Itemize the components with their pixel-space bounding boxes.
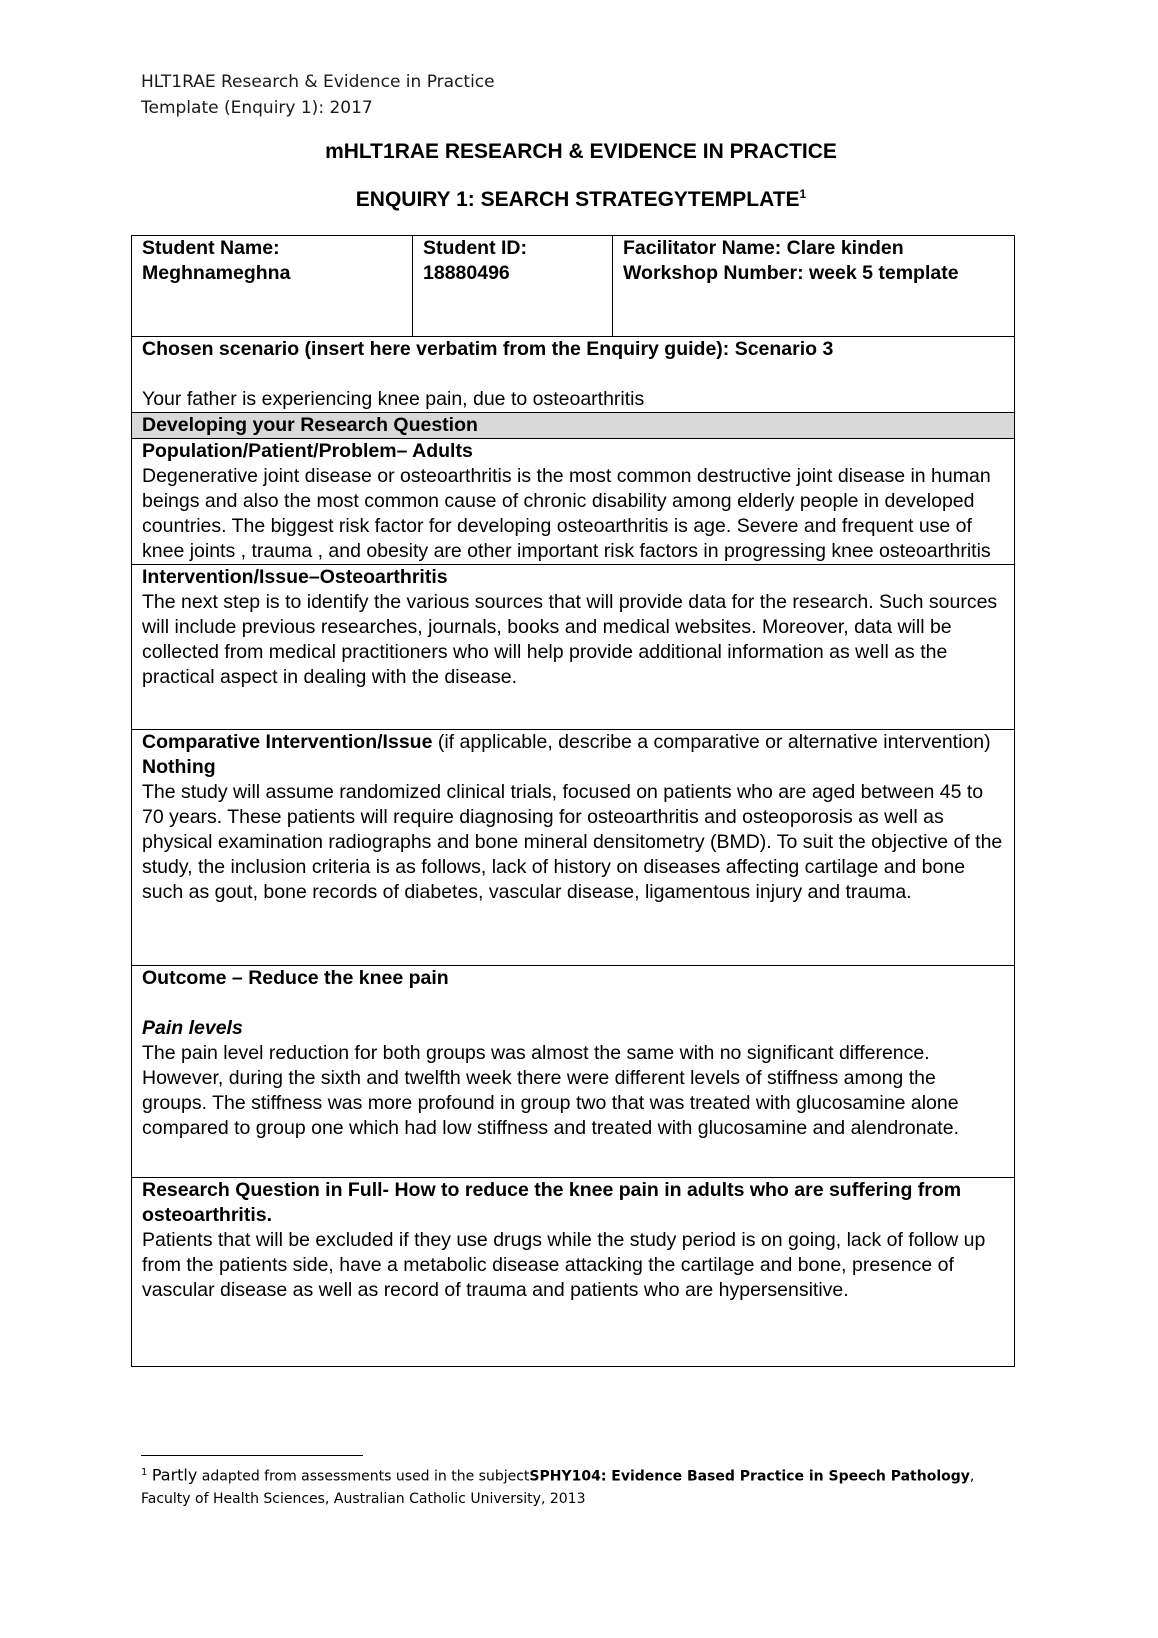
footnote-divider bbox=[141, 1455, 363, 1456]
footnote-subject: SPHY104: Evidence Based Practice in Speech Pathology bbox=[529, 1468, 970, 1485]
comparative-cell bbox=[132, 730, 1015, 966]
student-name-label: Student Name: bbox=[142, 237, 280, 259]
research-question-text: Patients that will be excluded if they use drugs while the study period is on going, lack of follow up from the patients side, have a metabolic disease attacking the cartilage and bone, presence of vascular disease as well as record of trauma and patients who are hypersensitive. bbox=[142, 1229, 986, 1301]
student-id-label: Student ID: bbox=[423, 237, 527, 259]
population-row bbox=[132, 439, 1015, 565]
outcome-text: The pain level reduction for both groups was almost the same with no significant difference. However, during the sixth and twelfth week there were different levels of stiffness among the groups. The stiffness was more profound in group two that was treated with glucosamine alone compared to group one which had low stiffness and treated with glucosamine and alendronate. bbox=[142, 1042, 959, 1139]
scenario-row bbox=[132, 337, 1015, 413]
student-details-row bbox=[132, 236, 1015, 337]
footnote-mark: 1 bbox=[141, 1467, 148, 1478]
comparative-heading bbox=[142, 730, 1004, 755]
intervention-label: Intervention/Issue–Osteoarthritis bbox=[142, 566, 448, 588]
footnote-part1: adapted from assessments used in the subject bbox=[197, 1468, 530, 1485]
outcome-label: Outcome – Reduce the knee pain bbox=[142, 967, 449, 989]
comparative-note: (if applicable, describe a comparative or alternative intervention) bbox=[432, 731, 991, 753]
intervention-text: The next step is to identify the various sources that will provide data for the research. Such sources will include previous researches, journals, books and medical websites. Moreover, data will be collected from medical practitioners who will help provide additional information as well as the practical aspect in dealing with the disease. bbox=[142, 591, 998, 688]
outcome-cell bbox=[132, 966, 1015, 1178]
research-question-row bbox=[132, 1178, 1015, 1367]
population-text: Degenerative joint disease or osteoarthritis is the most common destructive joint disease in human beings and also the most common cause of chronic disability among elderly people in developed countries. The biggest risk factor for developing osteoarthritis is age. Severe and frequent use of knee joints , trauma , and obesity are other important risk factors in progressing knee osteoarthritis bbox=[142, 465, 991, 562]
comparative-row bbox=[132, 730, 1015, 966]
header-course: HLT1RAE Research & Evidence in Practice bbox=[141, 72, 495, 92]
scenario-cell bbox=[132, 337, 1015, 413]
scenario-label: Chosen scenario (insert here verbatim from the Enquiry guide): Scenario 3 bbox=[142, 338, 834, 360]
document-header bbox=[141, 69, 495, 121]
population-label: Population/Patient/Problem– Adults bbox=[142, 440, 473, 462]
comparative-label: Comparative Intervention/Issue bbox=[142, 731, 433, 753]
search-strategy-table bbox=[131, 235, 1015, 1367]
student-name-cell bbox=[132, 236, 413, 337]
student-id-cell bbox=[413, 236, 613, 337]
subtitle-text: ENQUIRY 1: SEARCH STRATEGYTEMPLATE bbox=[355, 188, 800, 211]
research-question-label: Research Question in Full- How to reduce the knee pain in adults who are suffering from osteoarthritis. bbox=[142, 1179, 962, 1226]
student-id-value: 18880496 bbox=[423, 262, 510, 284]
intervention-cell bbox=[132, 565, 1015, 730]
section-heading-row bbox=[132, 413, 1015, 439]
facilitator-cell bbox=[613, 236, 1015, 337]
page-subtitle bbox=[131, 187, 1031, 212]
header-template: Template (Enquiry 1): 2017 bbox=[141, 98, 373, 118]
scenario-text: Your father is experiencing knee pain, due to osteoarthritis bbox=[142, 388, 645, 410]
footnote-lead: Partly bbox=[151, 1465, 198, 1485]
research-question-cell bbox=[132, 1178, 1015, 1367]
outcome-sublabel: Pain levels bbox=[142, 1017, 243, 1039]
population-cell bbox=[132, 439, 1015, 565]
student-name-value: Meghnameghna bbox=[142, 262, 291, 284]
footnote-part2: , Faculty of Health Sciences, Australian Catholic University, 2013 bbox=[141, 1468, 975, 1507]
footnote bbox=[141, 1462, 1021, 1510]
comparative-text: The study will assume randomized clinical trials, focused on patients who are aged between 45 to 70 years. These patients will require diagnosing for osteoarthritis and osteoporosis as well as physical examination radiographs and bone mineral densitometry (BMD). To suit the objective of the study, the inclusion criteria is as follows, lack of history on diseases affecting cartilage and bone such as gout, bone records of diabetes, vascular disease, ligamentous injury and trauma. bbox=[142, 781, 1003, 903]
workshop-number: Workshop Number: week 5 template bbox=[623, 262, 959, 284]
footnote-ref: 1 bbox=[799, 187, 807, 201]
intervention-row bbox=[132, 565, 1015, 730]
page-title: mHLT1RAE RESEARCH & EVIDENCE IN PRACTICE bbox=[325, 140, 837, 163]
outcome-row bbox=[132, 966, 1015, 1178]
facilitator-name: Facilitator Name: Clare kinden bbox=[623, 237, 904, 259]
comparative-sublabel: Nothing bbox=[142, 756, 216, 778]
section-heading: Developing your Research Question bbox=[132, 413, 1015, 439]
